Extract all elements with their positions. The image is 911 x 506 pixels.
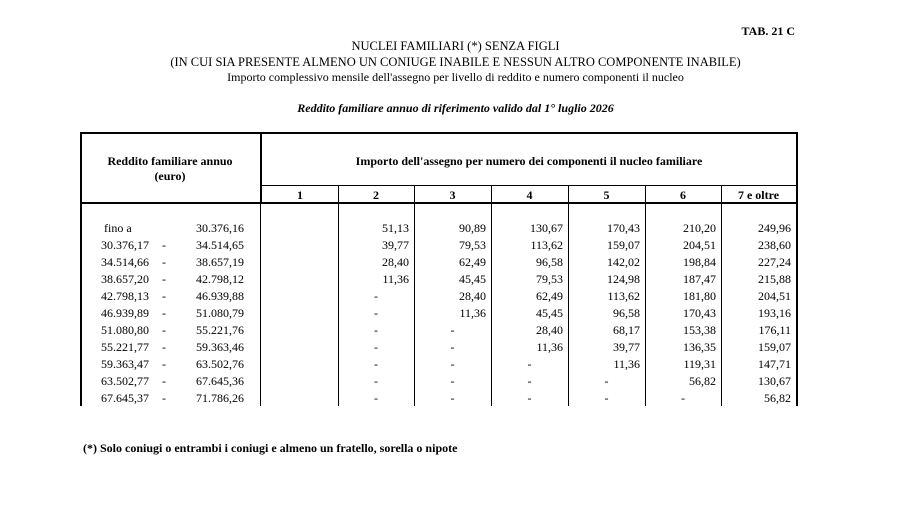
amount-cell: 39,77 [613, 340, 640, 354]
income-from: fino a [104, 221, 132, 235]
table-top-border [80, 132, 798, 134]
amount-cell: - [604, 374, 609, 388]
column-divider [414, 186, 415, 406]
column-number: 2 [373, 188, 379, 202]
income-to: 63.502,76 [196, 357, 244, 371]
amount-cell: 96,58 [613, 306, 640, 320]
amount-cell: 142,02 [607, 255, 640, 269]
amount-cell: 176,11 [758, 323, 791, 337]
column-divider [721, 186, 722, 406]
amount-cell: 39,77 [382, 238, 409, 252]
amount-cell: 51,13 [382, 221, 409, 235]
title-line-1: NUCLEI FAMILIARI (*) SENZA FIGLI [351, 39, 560, 53]
income-from: 42.798,13 [101, 289, 149, 303]
amount-cell: 159,07 [607, 238, 640, 252]
income-to: 55.221,76 [196, 323, 244, 337]
amount-cell: 113,62 [607, 289, 640, 303]
amount-cell: 79,53 [536, 272, 563, 286]
income-separator: - [162, 306, 166, 320]
amount-cell: - [374, 340, 378, 354]
amount-cell: 210,20 [683, 221, 716, 235]
columns-divider [260, 185, 798, 186]
amount-cell: - [450, 391, 455, 405]
amount-cell: - [374, 289, 378, 303]
amount-cell: 181,80 [683, 289, 716, 303]
amount-cell: - [374, 374, 378, 388]
amount-cell: 130,67 [530, 221, 563, 235]
income-to: 38.657,19 [196, 255, 244, 269]
footnote: (*) Solo coniugi o entrambi i coniugi e almeno un fratello, sorella o nipote [83, 441, 458, 455]
amount-cell: - [527, 357, 532, 371]
income-separator: - [162, 357, 166, 371]
amount-cell: 170,43 [607, 221, 640, 235]
income-from: 67.645,37 [101, 391, 149, 405]
income-to: 51.080,79 [196, 306, 244, 320]
amount-cell: 68,17 [613, 323, 640, 337]
amount-cell: 90,89 [459, 221, 486, 235]
income-from: 55.221,77 [101, 340, 149, 354]
amount-cell: 136,35 [683, 340, 716, 354]
column-number: 5 [603, 188, 610, 202]
amount-cell: 204,51 [758, 289, 791, 303]
amount-cell: 62,49 [536, 289, 563, 303]
amount-cell: 119,31 [683, 357, 716, 371]
income-from: 59.363,47 [101, 357, 149, 371]
income-to: 42.798,12 [196, 272, 244, 286]
amount-cell: 193,16 [758, 306, 791, 320]
income-from: 30.376,17 [101, 238, 149, 252]
income-separator: - [162, 391, 166, 405]
amount-cell: 11,36 [536, 340, 563, 354]
amount-cell: 45,45 [536, 306, 563, 320]
amount-cell: - [681, 391, 685, 405]
amount-cell: 56,82 [764, 391, 791, 405]
income-from: 51.080,80 [101, 323, 149, 337]
amount-cell: - [374, 306, 378, 320]
amount-cell: 11,36 [613, 357, 640, 371]
column-divider [491, 186, 492, 406]
amount-cell: - [604, 391, 609, 405]
amount-cell: 215,88 [758, 272, 791, 286]
income-from: 46.939,89 [101, 306, 149, 320]
income-to: 71.786,26 [196, 391, 244, 405]
amount-cell: 28,40 [382, 255, 409, 269]
column-divider [645, 186, 646, 406]
table-right-border [796, 132, 798, 406]
amount-cell: 124,98 [607, 272, 640, 286]
income-header [80, 154, 260, 184]
amount-cell: 227,24 [758, 255, 791, 269]
amount-header: Importo dell'assegno per numero dei componenti il nucleo familiare [355, 154, 703, 168]
income-to: 30.376,16 [196, 221, 244, 235]
income-from: 38.657,20 [101, 272, 149, 286]
amount-cell: 28,40 [536, 323, 563, 337]
amount-cell: 249,96 [758, 221, 791, 235]
amount-cell: 153,38 [683, 323, 716, 337]
income-from: 63.502,77 [101, 374, 149, 388]
income-to: 59.363,46 [196, 340, 244, 354]
column-number: 3 [449, 188, 456, 202]
income-header-label: Reddito familiare annuo [107, 154, 233, 168]
income-to: 34.514,65 [196, 238, 244, 252]
amount-cell: 198,84 [683, 255, 716, 269]
amount-cell: - [374, 357, 378, 371]
amount-cell: - [374, 391, 378, 405]
amount-cell: 113,62 [530, 238, 563, 252]
table-id: TAB. 21 C [741, 24, 795, 38]
column-divider [338, 186, 339, 406]
income-separator: - [162, 289, 166, 303]
column-number: 7 e oltre [737, 188, 780, 202]
income-separator: - [162, 238, 166, 252]
amount-cell: 187,47 [683, 272, 716, 286]
title-line-3: Importo complessivo mensile dell'assegno per livello di reddito e numero componenti il nucleo [227, 70, 684, 84]
amount-cell: 204,51 [683, 238, 716, 252]
title-line-2: (IN CUI SIA PRESENTE ALMENO UN CONIUGE INABILE E NESSUN ALTRO COMPONENTE INABILE) [170, 55, 741, 69]
label-column-divider-body [260, 186, 261, 406]
amount-cell: 56,82 [689, 374, 716, 388]
amount-cell: - [374, 323, 378, 337]
amount-cell: - [527, 374, 532, 388]
income-from: 34.514,66 [101, 255, 149, 269]
amount-cell: 238,60 [758, 238, 791, 252]
amount-cell: 147,71 [758, 357, 791, 371]
column-number: 1 [297, 188, 303, 202]
amount-cell: 11,36 [382, 272, 409, 286]
amount-cell: 11,36 [459, 306, 486, 320]
income-separator: - [162, 272, 166, 286]
income-separator: - [162, 323, 166, 337]
amount-cell: - [450, 323, 455, 337]
amount-cell: 170,43 [683, 306, 716, 320]
column-divider [568, 186, 569, 406]
amount-cell: 79,53 [459, 238, 486, 252]
income-separator: - [162, 255, 166, 269]
amount-cell: 130,67 [758, 374, 791, 388]
amount-cell: 159,07 [758, 340, 791, 354]
income-separator: - [162, 374, 166, 388]
amount-cell: - [450, 374, 455, 388]
amount-cell: 62,49 [459, 255, 486, 269]
income-to: 67.645,36 [196, 374, 244, 388]
income-to: 46.939,88 [196, 289, 244, 303]
amount-cell: 28,40 [459, 289, 486, 303]
amount-cell: - [450, 340, 455, 354]
amount-cell: - [527, 391, 532, 405]
amount-cell: 96,58 [536, 255, 563, 269]
amount-cell: - [450, 357, 455, 371]
column-number: 6 [680, 188, 686, 202]
column-number: 4 [526, 188, 533, 202]
amount-cell: 45,45 [459, 272, 486, 286]
income-table [80, 132, 798, 406]
income-separator: - [162, 340, 166, 354]
income-header-unit: (euro) [154, 169, 186, 183]
subtitle: Reddito familiare annuo di riferimento valido dal 1° luglio 2026 [297, 101, 614, 115]
